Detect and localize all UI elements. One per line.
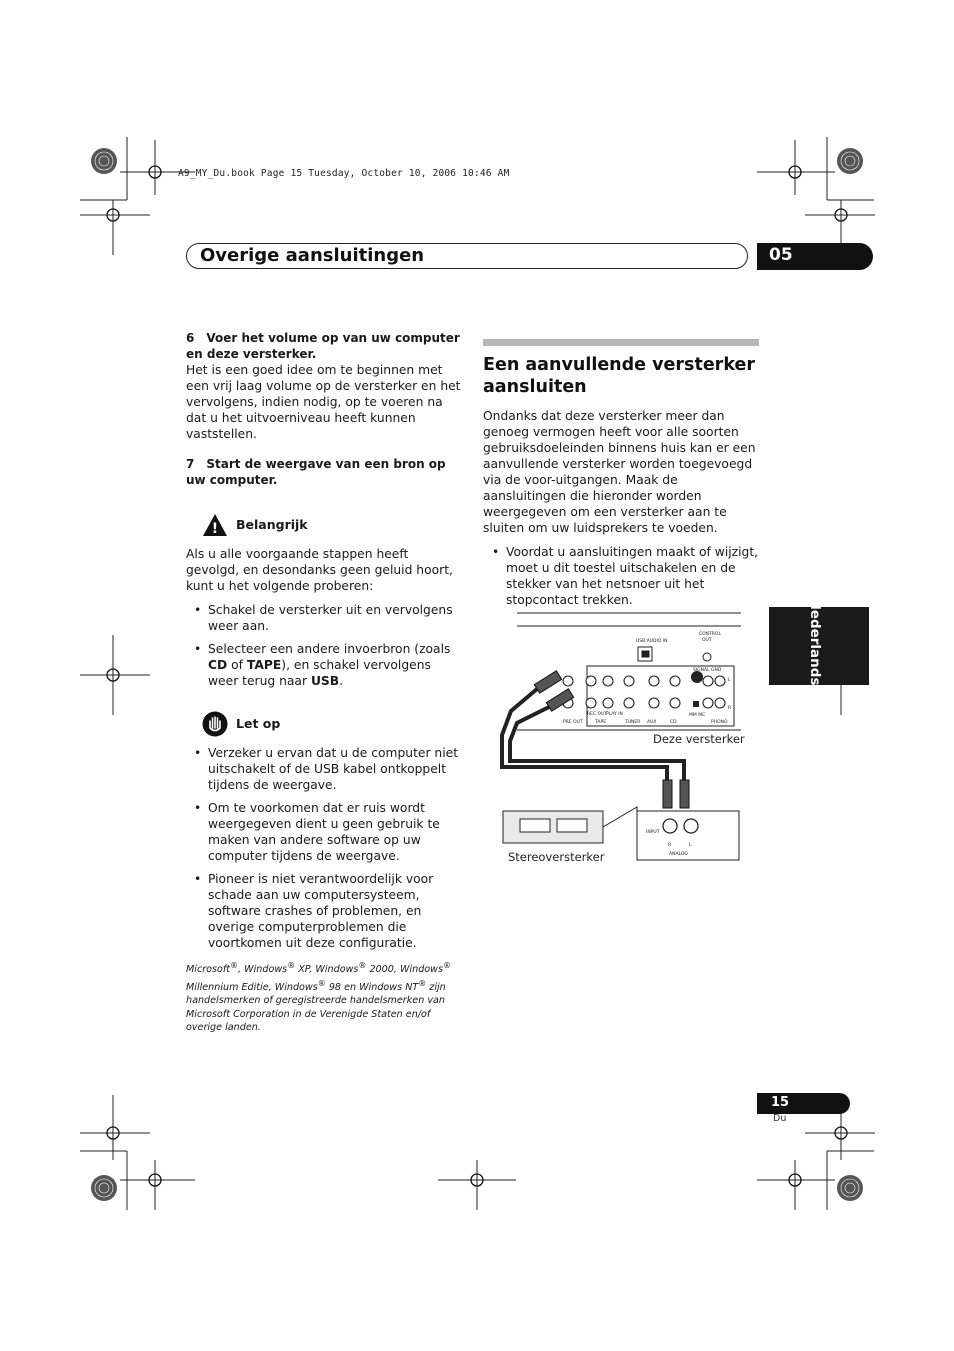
caution-title: Let op — [236, 716, 281, 731]
step-7-title — [186, 456, 462, 488]
registered-mark: ® — [287, 961, 296, 970]
channel-l-label: L — [728, 678, 731, 683]
input-jack-l — [663, 819, 677, 833]
section-title: Overige aansluitingen — [200, 245, 425, 266]
trademark-notice — [186, 959, 462, 1035]
mm-mc-switch — [693, 701, 699, 707]
caution-heading — [202, 711, 462, 737]
chapter-number: 05 — [769, 245, 793, 265]
important-title: Belangrijk — [236, 517, 308, 532]
list-item: • Pioneer is niet verantwoordelijk voor schade aan uw computersysteem, software crashes of problemen, en overige computerproblemen die voortkomen uit deze configuratie. — [208, 871, 462, 951]
precaution-list — [483, 544, 759, 608]
page-language: Du — [773, 1113, 787, 1124]
channel-r-label: R — [668, 843, 672, 848]
hand-stop-icon — [202, 711, 228, 737]
text: zijn handelsmerken of geregistreerde handelsmerken van Microsoft Corporation in de Verenigde Staten en/of overige landen. — [186, 981, 446, 1034]
channel-r-label: R — [728, 706, 732, 711]
jack-label: TAPE — [595, 720, 607, 725]
text: ), en schakel vervolgens weer terug naar — [208, 658, 431, 688]
stereo-amp-meter — [520, 819, 550, 832]
list-item: • Verzeker u ervan dat u de computer niet uitschakelt of de USB kabel ontkoppelt tijdens de weergave. — [208, 745, 462, 793]
important-heading — [202, 512, 462, 538]
list-item: • Om te voorkomen dat er ruis wordt weergegeven dient u geen gebruik te maken van andere software op uw computer tijdens de weergave. — [208, 800, 462, 864]
jack-label: PRE OUT — [563, 720, 583, 725]
text: Millennium Editie, Windows — [186, 981, 318, 993]
text: 98 en Windows NT — [325, 981, 419, 993]
source-tape: TAPE — [246, 658, 282, 672]
step-title: Start de weergave van een bron op uw computer. — [186, 457, 446, 487]
stereo-amp-body — [503, 811, 603, 843]
section-heading: Een aanvullende versterker aansluiten — [483, 355, 755, 397]
label-stereo-amplifier: Stereoversterker — [508, 850, 605, 864]
analog-label: ANALOG — [669, 852, 688, 857]
label-this-amplifier: Deze versterker — [653, 732, 745, 746]
text: XP, Windows — [295, 964, 359, 976]
usb-port-inner — [642, 651, 649, 657]
jack-label: PHONO — [711, 720, 728, 725]
caution-list — [186, 745, 462, 951]
control-label: CONTROL — [699, 632, 721, 637]
source-cd: CD — [208, 658, 228, 672]
jack-label: CD — [670, 720, 677, 725]
jack-label: AUX — [647, 720, 657, 725]
svg-text:!: ! — [211, 521, 219, 537]
step-number: 6 — [186, 331, 195, 345]
page-number: 15 — [771, 1095, 790, 1110]
section-body: Ondanks dat deze versterker meer dan genoeg vermogen heeft voor alle soorten gebruiksdoeleinden binnens huis kan er een aanvullende versterker worden toegevoegd via de voor-uitgangen. Maak de aansluitingen die hieronder worden weergegeven om een versterker aan te sluiten om uw luidsprekers te voeden. — [483, 409, 756, 535]
control-jack — [703, 653, 711, 661]
control-sub-label: OUT — [702, 638, 712, 643]
registered-mark: ® — [418, 978, 427, 988]
input-label: INPUT — [646, 830, 660, 835]
important-body: Als u alle voorgaande stappen heeft gevolgd, en desondanks geen geluid hoort, kunt u het volgende proberen: — [186, 547, 453, 593]
stereo-amp-meter — [557, 819, 587, 832]
channel-l-label: L — [689, 843, 692, 848]
important-list — [186, 602, 462, 689]
section-rule — [483, 339, 759, 346]
language-tab-label: Nederlands — [807, 598, 823, 686]
step-6-title — [186, 330, 462, 362]
step-number: 7 — [186, 457, 195, 471]
usb-label: USB AUDIO IN — [636, 639, 668, 644]
signal-gnd-label: SIGNAL GND — [693, 668, 722, 673]
input-jack-r — [684, 819, 698, 833]
left-column — [186, 330, 462, 1035]
step-title: Voer het volume op van uw computer en deze versterker. — [186, 331, 460, 361]
text: , Windows — [238, 964, 288, 976]
registered-mark: ® — [230, 961, 239, 970]
play-label: PLAY IN — [606, 712, 623, 717]
registered-mark: ® — [358, 961, 367, 970]
rec-label: REC OUT — [587, 712, 608, 717]
text: Microsoft — [186, 964, 231, 976]
source-usb: USB — [310, 674, 340, 688]
text: 2000, Windows — [366, 964, 444, 976]
list-item — [208, 641, 462, 689]
right-column — [483, 339, 759, 615]
registered-mark: ® — [443, 961, 452, 970]
jack-label: TUNER — [625, 720, 641, 725]
text: . — [339, 674, 344, 688]
list-item: • Schakel de versterker uit en vervolgens weer aan. — [208, 602, 462, 634]
list-item: • Voordat u aansluitingen maakt of wijzigt, moet u dit toestel uitschakelen en de stekker van het netsnoer uit het stopcontact trekken. — [506, 544, 759, 608]
step-6-body: Het is een goed idee om te beginnen met een vrij laag volume op de versterker en het vervolgens, indien nodig, op te voeren na dat u het uitvoerniveau heeft kunnen vaststellen. — [186, 363, 461, 441]
mm-mc-label: MM MC — [689, 713, 706, 718]
text: of — [227, 658, 247, 672]
book-header: A9_MY_Du.book Page 15 Tuesday, October 10, 2006 10:46 AM — [178, 168, 510, 179]
registered-mark: ® — [317, 978, 326, 988]
warning-icon — [202, 512, 228, 538]
jack-panel — [587, 666, 734, 726]
text: Selecteer een andere invoerbron (zoals — [208, 642, 451, 656]
